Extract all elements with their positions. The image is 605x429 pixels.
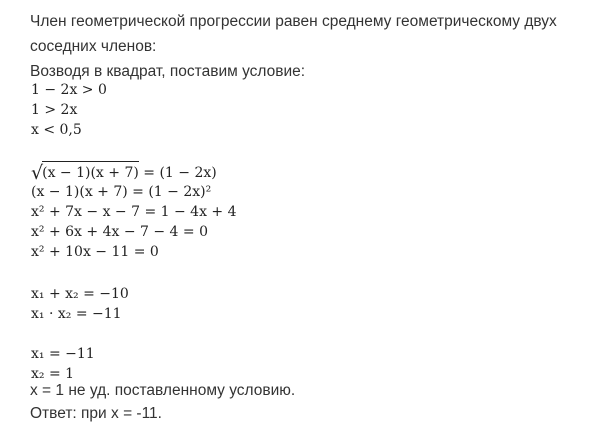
condition-inequality-1: 1 − 2x > 0: [31, 82, 107, 98]
sqrt-radicand: (x − 1)(x + 7): [42, 161, 139, 183]
root-2: x₂ = 1: [31, 366, 75, 382]
equation-2: (x − 1)(x + 7) = (1 − 2x)²: [31, 184, 212, 200]
rejection-note: x = 1 не уд. поставленному условию.: [30, 382, 296, 399]
equation-4: x² + 6x + 4x − 7 − 4 = 0: [31, 224, 208, 240]
intro-line-1: Член геометрической прогрессии равен среднему геометрическому двух: [30, 13, 557, 30]
equation-3: x² + 7x − x − 7 = 1 − 4x + 4: [31, 204, 237, 220]
equation-5: x² + 10x − 11 = 0: [31, 244, 159, 260]
condition-inequality-2: 1 > 2x: [31, 102, 78, 118]
intro-line-2: соседних членов:: [30, 38, 157, 55]
sqrt-expression: [31, 161, 139, 183]
condition-intro: Возводя в квадрат, поставим условие:: [30, 63, 306, 80]
answer-line: Ответ: при x = -11.: [30, 405, 162, 422]
root-1: x₁ = −11: [31, 346, 95, 362]
condition-inequality-3: x < 0,5: [31, 122, 82, 138]
vieta-product: x₁ · x₂ = −11: [31, 306, 122, 322]
vieta-sum: x₁ + x₂ = −10: [31, 286, 129, 302]
equation-sqrt: [31, 161, 217, 183]
radical-sign-icon: √: [31, 162, 44, 184]
sqrt-rhs: = (1 − 2x): [143, 165, 217, 181]
